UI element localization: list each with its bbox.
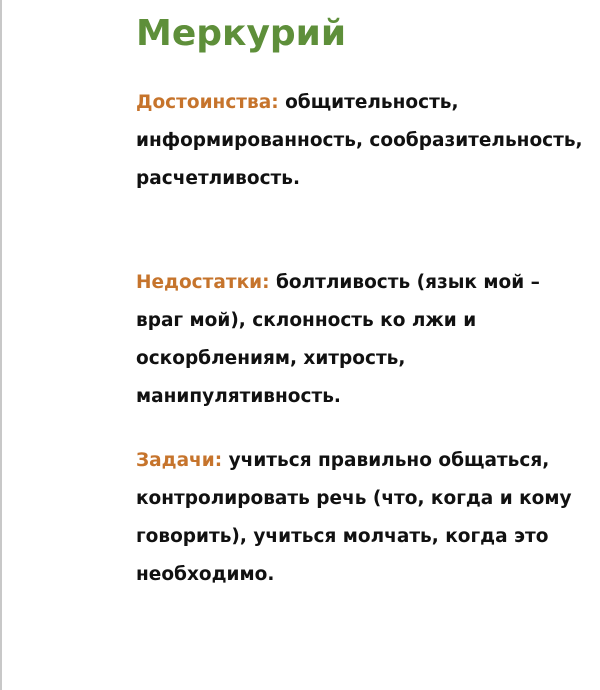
section-label-tasks: Задачи: [136,450,223,471]
left-border [0,0,2,690]
section-strengths [136,84,586,198]
section-tasks [136,442,586,594]
section-text-tasks: учиться правильно общаться, контролировать речь (что, когда и кому говорить), учиться молчать, когда это необходимо. [136,450,572,585]
section-label-strengths: Достоинства: [136,92,279,113]
section-weaknesses [136,264,586,416]
section-label-weaknesses: Недостатки: [136,272,270,293]
section-text-strengths: общительность, информированность, сообразительность, расчетливость. [136,92,583,189]
page-title: Меркурий [136,13,347,54]
section-text-weaknesses: болтливость (язык мой – враг мой), склонность ко лжи и оскорблениям, хитрость, манипулятивность. [136,272,540,407]
